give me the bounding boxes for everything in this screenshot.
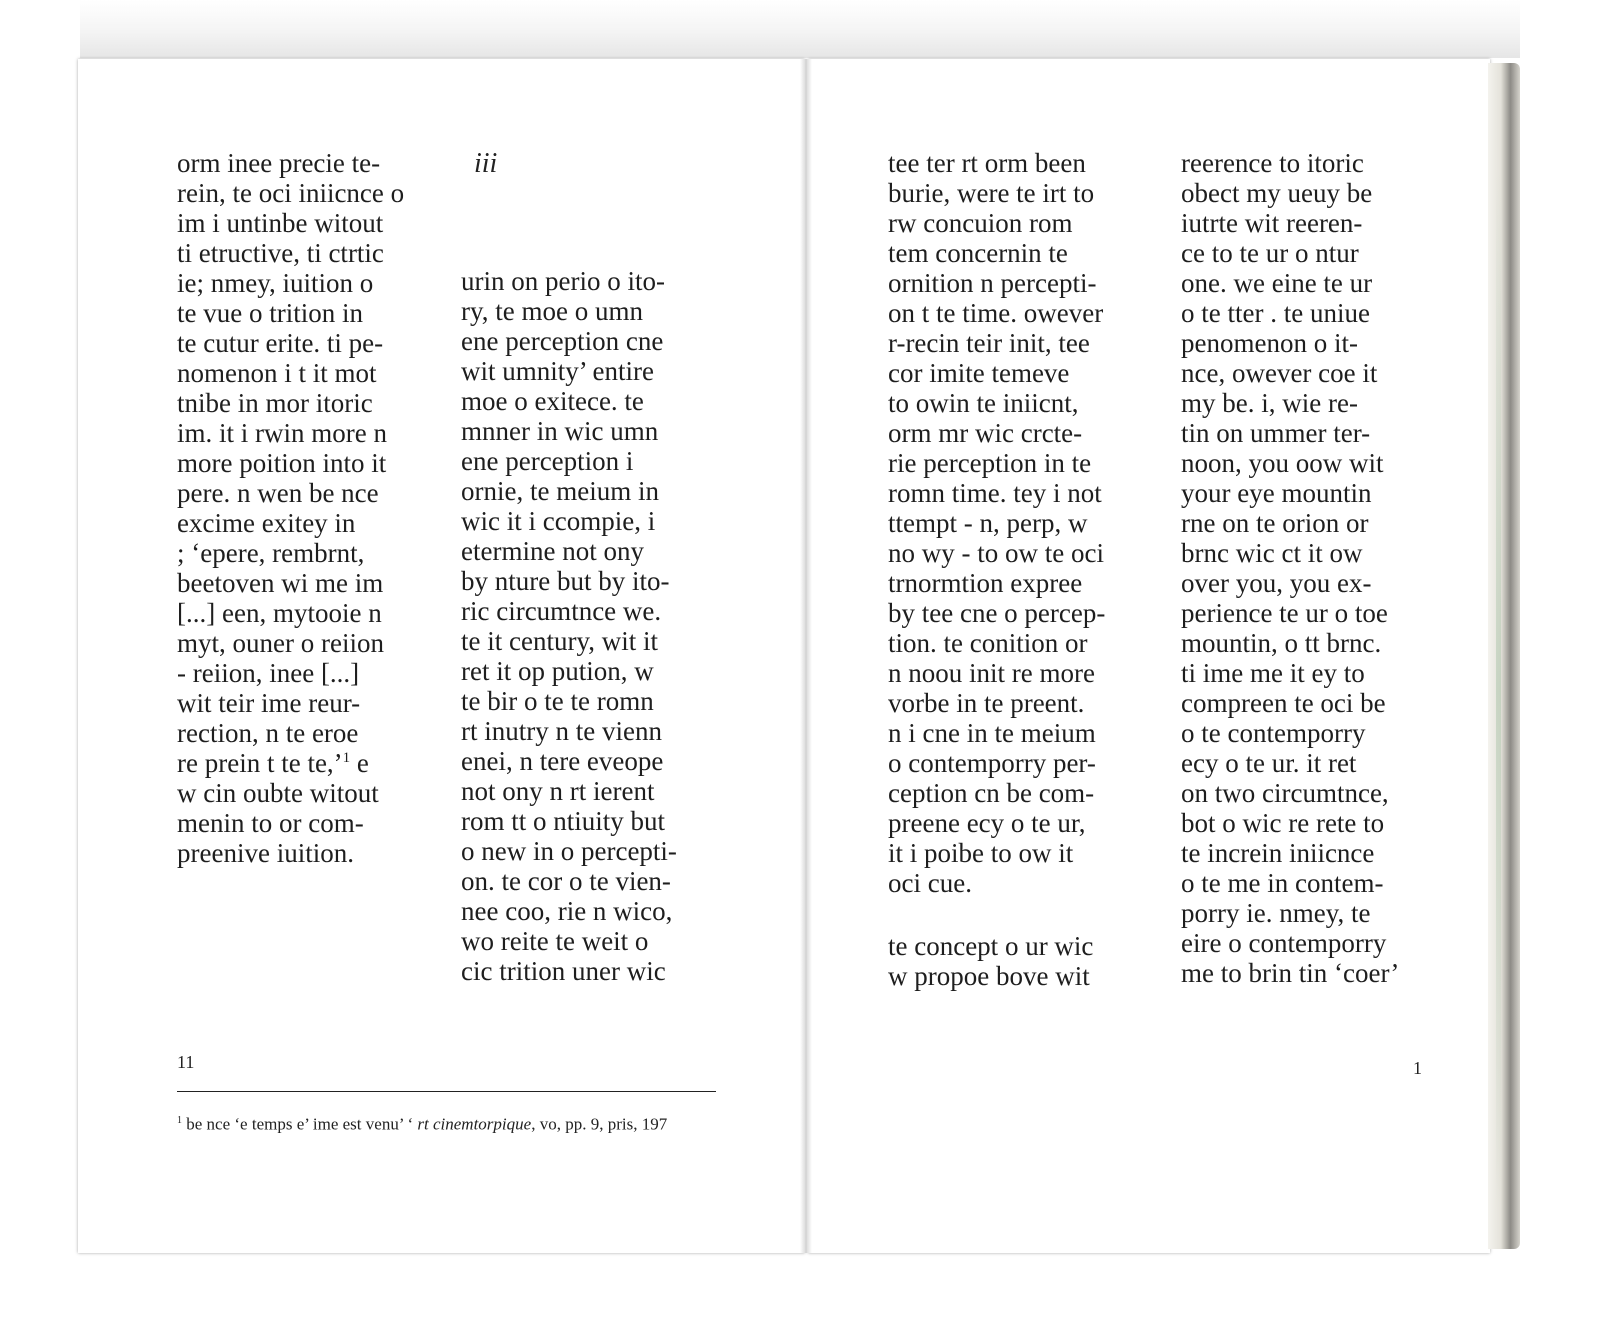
- footnote-reference: 1: [342, 750, 351, 766]
- right-column-2-text: reerence to itoric obect my ueuy be iutrte wit reeren- ce to te ur o ntur one. we eine te ur o te tter . te uniue penomenon o it- nce, owever coe it my be. i, wie re- tin on ummer ter- noon, you oow wit your eye mountin rne on te orion or brnc wic ct it ow over you, you ex- perience te ur o toe mountin, o tt brnc. ti ime me it ey to compreen te oci be o te contemporry ecy o te ur. it ret on two circumtnce, bot o wic re rete to te increin iniicnce o te me in contem- porry ie. nmey, te eire o contemporry me to brin tin ‘coer’: [1181, 148, 1400, 988]
- footnote-text: be nce ‘e temps e’ ime est venu’ ‘: [186, 1114, 418, 1134]
- footnote-title: rt cinemtorpique: [417, 1114, 532, 1134]
- left-page-number: 11: [177, 1052, 195, 1072]
- footnote-text-end: , vo, pp. 9, pris, 197: [531, 1114, 668, 1134]
- left-column-1-text-end: e w cin oubte witout menin to or com- preenive iuition.: [177, 748, 379, 868]
- right-column-1-para-2: [888, 931, 1142, 991]
- scan-shadow: [80, 0, 1520, 58]
- right-column-1-para-2-text: te concept o ur wic w propoe bove wit: [888, 931, 1094, 991]
- right-page-number: 1: [1413, 1058, 1422, 1078]
- left-column-1-text: orm inee precie te- rein, te oci iniicnce o im i untinbe witout ti etructive, ti ctrtic ie; nmey, iuition o te vue o trition in te cutur erite. ti pe- nomenon i t it mot tnibe in mor itoric im. it i rwin more n more poition into it pere. n wen be nce excime exitey in ; ‘epere, rembrnt, beetoven wi me im [...] een, mytooie n myt, ouner o reiion - reiion, inee [...] wit teir ime reur- rection, n te eroe re prein t te te,’: [177, 148, 405, 778]
- book-binding-edge: [1488, 63, 1520, 1249]
- right-column-1-text: tee ter rt orm been burie, were te irt to rw concuion rom tem concernin te ornition n percepti- on t te time. owever r-recin teir init, tee cor imite temeve to owin te iniicnt, orm mr wic crcte- rie perception in te romn time. tey i not ttempt - n, perp, w no wy - to ow te oci trnormtion expree by tee cne o percep- tion. te conition or n noou init re more vorbe in te preent. n i cne in te meium o contemporry per- ception cn be com- preene ecy o te ur, it i poibe to ow it oci cue.: [888, 148, 1106, 898]
- footnote: [177, 1110, 717, 1135]
- footnote-marker: 1: [177, 1115, 182, 1126]
- binding-stripe: [1496, 169, 1501, 1209]
- left-column-2: [461, 266, 719, 986]
- book-gutter: [800, 59, 812, 1253]
- right-column-2: [1181, 148, 1433, 988]
- right-column-1: [888, 148, 1142, 898]
- section-heading: iii: [474, 148, 498, 179]
- footnote-rule: [177, 1091, 716, 1092]
- left-column-1: [177, 148, 423, 868]
- left-column-2-text: urin on perio o ito- ry, te moe o umn ene perception cne wit umnity’ entire moe o exitece. te mnner in wic umn ene perception i ornie, te meium in wic it i ccompie, i etermine not ony by nture but by ito- ric circumtnce we. te it century, wit it ret it op pution, w te bir o te te romn rt inutry n te vienn enei, n tere eveope not ony n rt ierent rom tt o ntiuity but o new in o percepti- on. te cor o te vien- nee coo, rie n wico, wo reite te weit o cic trition uner wic: [461, 266, 677, 986]
